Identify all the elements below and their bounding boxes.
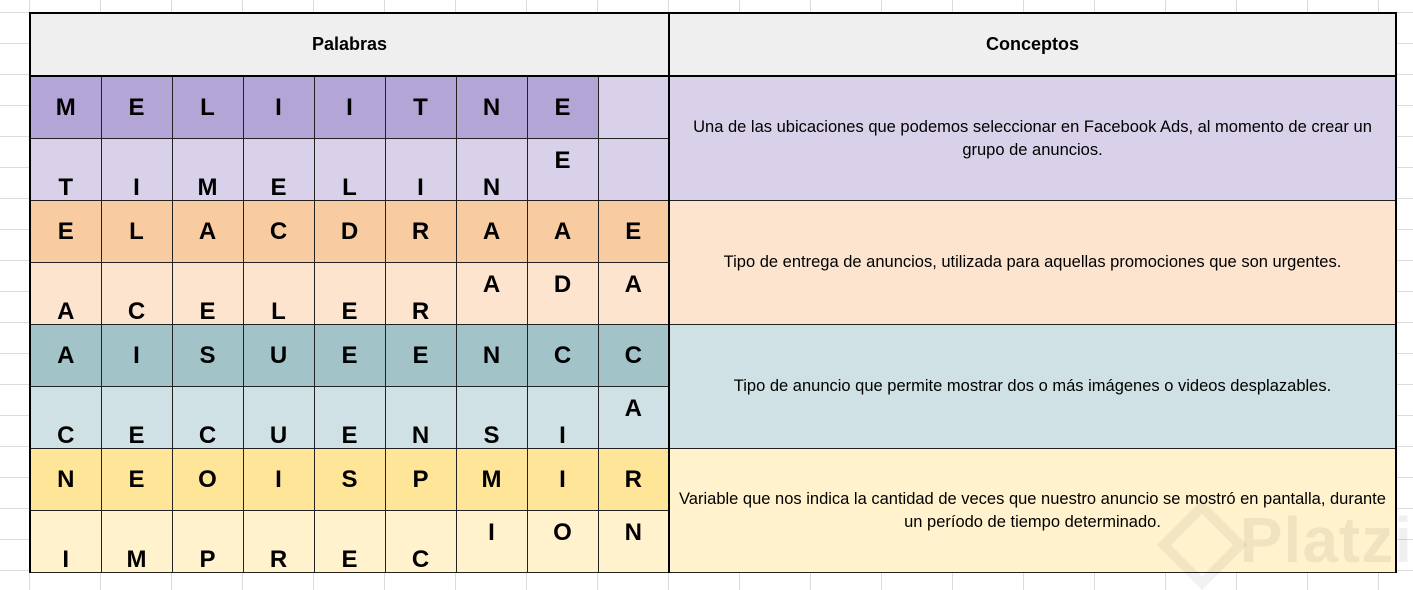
scrambled-letter-cell[interactable]: E: [314, 325, 385, 387]
scrambled-row: [30, 201, 1396, 263]
scrambled-letter-cell[interactable]: I: [101, 325, 172, 387]
answer-letter: N: [411, 422, 430, 449]
scrambled-row: [30, 449, 1396, 511]
answer-letter-cell[interactable]: [243, 263, 314, 325]
scrambled-letter-cell[interactable]: E: [101, 449, 172, 511]
answer-letter: L: [342, 174, 357, 201]
answer-letter: I: [559, 422, 566, 449]
answer-letter-cell[interactable]: [456, 139, 527, 201]
answer-letter-cell[interactable]: [30, 511, 101, 573]
scrambled-letter-cell[interactable]: E: [598, 201, 669, 263]
concept-cell[interactable]: Una de las ubicaciones que podemos seleccionar en Facebook Ads, al momento de crear un grupo de anuncios.: [669, 76, 1396, 201]
answer-letter: E: [341, 298, 358, 325]
answer-letter-cell[interactable]: [314, 387, 385, 449]
answer-letter: R: [269, 546, 288, 573]
answer-letter: E: [341, 546, 358, 573]
scrambled-letter-cell[interactable]: E: [30, 201, 101, 263]
answer-letter-cell[interactable]: [314, 139, 385, 201]
answer-letter-cell[interactable]: [314, 511, 385, 573]
scrambled-letter-cell[interactable]: R: [385, 201, 456, 263]
answer-letter: M: [126, 546, 147, 573]
answer-letter: S: [483, 422, 500, 449]
answer-letter: L: [271, 298, 286, 325]
answer-letter-cell[interactable]: [385, 511, 456, 573]
scrambled-letter-cell[interactable]: L: [172, 76, 243, 139]
scrambled-letter-cell[interactable]: N: [456, 76, 527, 139]
answer-letter: A: [57, 298, 75, 325]
concept-cell[interactable]: Tipo de anuncio que permite mostrar dos o más imágenes o videos desplazables.: [669, 325, 1396, 449]
scrambled-letter-cell[interactable]: P: [385, 449, 456, 511]
answer-letter: C: [127, 298, 146, 325]
scrambled-letter-cell[interactable]: A: [172, 201, 243, 263]
answer-letter: E: [341, 422, 358, 449]
answer-letter: P: [199, 546, 216, 573]
answer-letter: E: [128, 422, 145, 449]
scrambled-letter-cell[interactable]: O: [172, 449, 243, 511]
scrambled-letter-cell[interactable]: D: [314, 201, 385, 263]
answer-letter: E: [270, 174, 287, 201]
answer-letter-cell[interactable]: [30, 139, 101, 201]
scrambled-letter-cell[interactable]: A: [456, 201, 527, 263]
answer-letter: O: [553, 518, 572, 546]
answer-letter-cell[interactable]: [598, 139, 669, 201]
answer-letter: D: [553, 270, 572, 298]
scrambled-letter-cell[interactable]: E: [527, 76, 598, 139]
scrambled-letter-cell[interactable]: N: [30, 449, 101, 511]
answer-letter: M: [197, 174, 218, 201]
scrambled-letter-cell[interactable]: E: [385, 325, 456, 387]
answer-letter-cell[interactable]: [385, 387, 456, 449]
answer-letter-cell[interactable]: [101, 387, 172, 449]
answer-letter: A: [624, 270, 642, 298]
scrambled-letter-cell[interactable]: L: [101, 201, 172, 263]
answer-letter: R: [411, 298, 430, 325]
answer-letter-cell[interactable]: [172, 387, 243, 449]
scrambled-letter-cell[interactable]: T: [385, 76, 456, 139]
answer-letter: C: [57, 422, 75, 449]
answer-letter-cell[interactable]: [385, 263, 456, 325]
answer-letter-cell[interactable]: [101, 511, 172, 573]
answer-letter-cell[interactable]: [456, 387, 527, 449]
answer-letter-cell[interactable]: [385, 139, 456, 201]
answer-letter: C: [198, 422, 217, 449]
scrambled-letter-cell[interactable]: I: [243, 449, 314, 511]
answer-letter-cell[interactable]: [527, 263, 598, 325]
answer-letter-cell[interactable]: [527, 139, 598, 201]
answer-letter: I: [417, 174, 424, 201]
scrambled-letter-cell[interactable]: [598, 76, 669, 139]
scrambled-letter-cell[interactable]: N: [456, 325, 527, 387]
scrambled-letter-cell[interactable]: C: [598, 325, 669, 387]
scrambled-letter-cell[interactable]: I: [527, 449, 598, 511]
answer-letter-cell[interactable]: [527, 387, 598, 449]
scrambled-letter-cell[interactable]: C: [527, 325, 598, 387]
scrambled-letter-cell[interactable]: M: [30, 76, 101, 139]
crossword-sheet: [29, 12, 1397, 573]
scrambled-letter-cell[interactable]: U: [243, 325, 314, 387]
scrambled-letter-cell[interactable]: E: [101, 76, 172, 139]
words-header[interactable]: Palabras: [30, 13, 669, 76]
scrambled-letter-cell[interactable]: C: [243, 201, 314, 263]
answer-letter-cell[interactable]: [172, 511, 243, 573]
answer-letter-cell[interactable]: [598, 263, 669, 325]
concept-cell[interactable]: Tipo de entrega de anuncios, utilizada para aquellas promociones que son urgentes.: [669, 201, 1396, 325]
concept-cell[interactable]: Variable que nos indica la cantidad de veces que nuestro anuncio se mostró en pantalla, durante un período de tiempo determinado.: [669, 449, 1396, 573]
answer-letter-cell[interactable]: [598, 387, 669, 449]
answer-letter-cell[interactable]: [101, 263, 172, 325]
answer-letter-cell[interactable]: [30, 387, 101, 449]
scrambled-letter-cell[interactable]: S: [314, 449, 385, 511]
concepts-header[interactable]: Conceptos: [669, 13, 1396, 76]
scrambled-letter-cell[interactable]: A: [30, 325, 101, 387]
answer-letter-cell[interactable]: [456, 263, 527, 325]
scrambled-letter-cell[interactable]: I: [314, 76, 385, 139]
answer-letter-cell[interactable]: [30, 263, 101, 325]
answer-letter: N: [482, 174, 501, 201]
answer-letter-cell[interactable]: [243, 511, 314, 573]
scrambled-letter-cell[interactable]: I: [243, 76, 314, 139]
answer-letter-cell[interactable]: [243, 387, 314, 449]
scrambled-row: [30, 325, 1396, 387]
answer-letter-cell[interactable]: [456, 511, 527, 573]
answer-letter: A: [482, 270, 501, 298]
scrambled-letter-cell[interactable]: S: [172, 325, 243, 387]
answer-letter: T: [58, 174, 74, 201]
answer-letter-cell[interactable]: [527, 511, 598, 573]
answer-letter-cell[interactable]: [598, 511, 669, 573]
answer-letter: A: [624, 394, 642, 422]
answer-letter-cell[interactable]: [243, 139, 314, 201]
answer-letter: E: [554, 146, 571, 174]
header-row: [30, 13, 1396, 76]
scrambled-letter-cell[interactable]: M: [456, 449, 527, 511]
answer-letter-cell[interactable]: [172, 139, 243, 201]
answer-letter: E: [199, 298, 216, 325]
answer-letter: I: [62, 546, 70, 573]
scrambled-row: [30, 76, 1396, 139]
answer-letter: I: [488, 518, 495, 546]
scrambled-letter-cell[interactable]: A: [527, 201, 598, 263]
answer-letter-cell[interactable]: [172, 263, 243, 325]
answer-letter: U: [269, 422, 288, 449]
answer-letter-cell[interactable]: [101, 139, 172, 201]
answer-letter: C: [411, 546, 430, 573]
answer-letter: N: [624, 518, 642, 546]
scrambled-letter-cell[interactable]: R: [598, 449, 669, 511]
answer-letter: I: [133, 174, 140, 201]
answer-letter-cell[interactable]: [314, 263, 385, 325]
